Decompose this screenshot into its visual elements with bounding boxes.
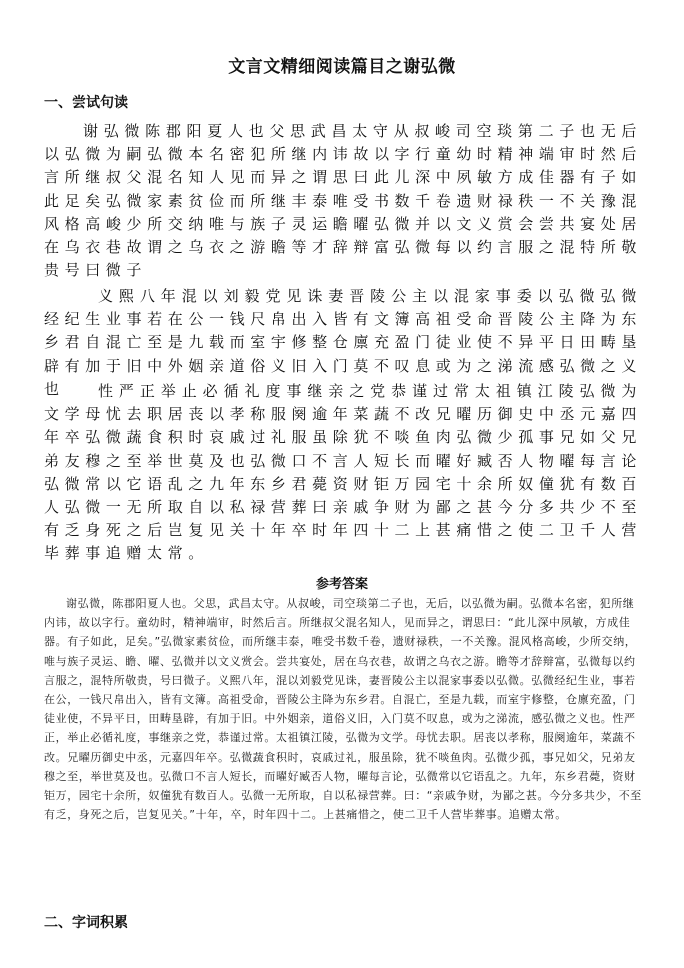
- exercise-paragraph-1: [44, 120, 642, 282]
- answer-block: [44, 594, 642, 824]
- section-heading-vocabulary: 二、字词积累: [44, 915, 128, 931]
- answer-heading: 参考答案: [315, 577, 368, 592]
- section-heading-punctuation: 一、尝试句读: [44, 95, 128, 111]
- exercise-text-3: 性严正举止必循礼度事继亲之党恭谨过常太祖镇江陵弘微为文学母忧去职居丧以孝称服阕逾年菜蔬不改兄曜历御史中丞元嘉四年卒弘微蔬食积时哀戚过礼服虽除犹不啖鱼肉弘微少孤事兄如父兄弟友穆之至举世莫及也弘微口不言人短长而曜好臧否人物曜每言论弘微常以它语乱之九年东乡君薨资财钜万园宅十余所奴僮犹有数百人弘微一无所取自以私禄营葬曰亲戚争财为鄙之甚今分多共少不至有乏身死之后岂复见关十年卒时年四十二上甚痛惜之使二卫千人营毕葬事追赠太常。: [44, 382, 642, 563]
- exercise-paragraph-3: [44, 380, 642, 566]
- answer-text: 谢弘微，陈郡阳夏人也。父思，武昌太守。从叔峻，司空琰第二子也，无后，以弘微为嗣。弘微本名密，犯所继内讳，故以字行。童幼时，精神端审，时然后言。所继叔父混名知人，见而异之，谓思曰：“此儿深中夙敏，方成佳器。有子如此，足矣。”弘微家素贫俭，而所继丰泰，唯受书数千卷，遗财禄秩，一不关豫。混风格高峻，少所交纳，唯与族子灵运、瞻、曜、弘微并以文义赏会。尝共宴处，居在乌衣巷，故谓之乌衣之游。瞻等才辞辩富，弘微每以约言服之，混特所敬贵，号曰微子。义熙八年，混以刘毅党见诛，妻晋陵公主以混家事委以弘微。弘微经纪生业，事若在公，一钱尺帛出入，皆有文簿。高祖受命，晋陵公主降为东乡君。自混亡，至是九载，而室宇修整，仓廪充盈，门徒业使，不异平日，田畴垦辟，有加于旧。中外姻亲，道俗义旧，入门莫不叹息，或为之涕流，感弘微之义也。性严正，举止必循礼度，事继亲之党，恭谨过常。太祖镇江陵，弘微为文学。母忧去职。居丧以孝称，服阕逾年，菜蔬不改。兄曜历御史中丞，元嘉四年卒。弘微蔬食积时，哀戚过礼，服虽除，犹不啖鱼肉。弘微少孤，事兄如父，兄弟友穆之至，举世莫及也。弘微口不言人短长，而曜好臧否人物，曜每言论，弘微常以它语乱之。九年，东乡君薨，资财钜万，园宅十余所，奴僮犹有数百人。弘微一无所取，自以私禄营葬。曰：“亲戚争财，为鄙之甚。今分多共少，不至有乏，身死之后，岂复见关。”十年，卒，时年四十二。上甚痛惜之，使二卫千人营毕葬事。追赠太常。: [44, 597, 642, 822]
- exercise-text-1: 谢弘微陈郡阳夏人也父思武昌太守从叔峻司空琰第二子也无后以弘微为嗣弘微本名密犯所继内讳故以字行童幼时精神端审时然后言所继叔父混名知人见而异之谓思曰此儿深中夙敏方成佳器有子如此足矣弘微家素贫俭而所继丰泰唯受书数千卷遗财禄秩一不关豫混风格高峻少所交纳唯与族子灵运瞻曜弘微并以文义赏会尝共宴处居在乌衣巷故谓之乌衣之游瞻等才辞辩富弘微每以约言服之混特所敬贵号曰微子: [44, 122, 642, 280]
- document-title: 文言文精细阅读篇目之谢弘微: [228, 57, 456, 77]
- exercise-text-2: 义熙八年混以刘毅党见诛妻晋陵公主以混家事委以弘微弘微经纪生业事若在公一钱尺帛出入皆有文簿高祖受命晋陵公主降为东乡君自混亡至是九载而室宇修整仓廪充盈门徒业使不异平日田畴垦辟有加于旧中外姻亲道俗义旧入门莫不叹息或为之涕流感弘微之义也: [44, 287, 642, 398]
